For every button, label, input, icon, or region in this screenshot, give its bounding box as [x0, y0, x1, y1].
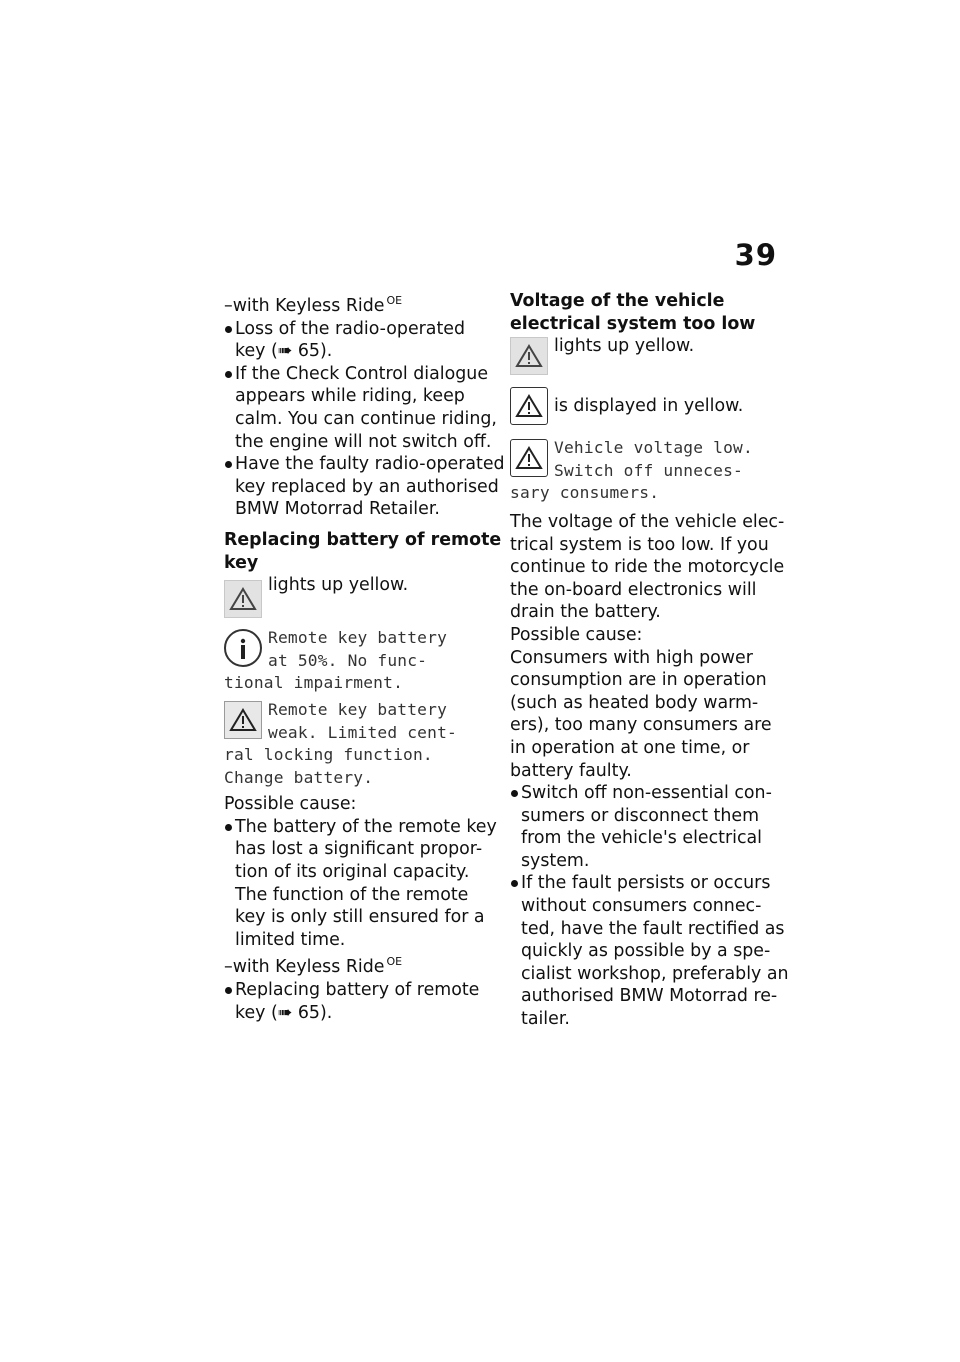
keyless-ride-label: –with Keyless Ride $^{OE}$: [224, 294, 403, 316]
section-heading-voltage-low: Voltage of the vehicle electrical system too low: [510, 291, 756, 334]
indicator-row-warning: lights up yellow.: [224, 574, 496, 621]
right-column: [510, 290, 789, 1031]
bullet-loss-of-key: Loss of the radio-operated key (➠ 65).: [224, 318, 496, 363]
keyless-ride-label: –with Keyless Ride $^{OE}$: [224, 955, 403, 978]
indicator-row-warning: lights up yellow.: [510, 335, 784, 385]
warning-triangle-icon: [510, 439, 548, 477]
possible-cause-label: Possible cause:: [510, 624, 643, 645]
info-message-battery-50: Remote key battery at 50%. No func- tional impairment.: [224, 628, 448, 693]
bullet-replacing-battery: Replacing battery of remote key (➠ 65).: [224, 979, 496, 1024]
bullet-switch-off-consumers: Switch off non-essential con- sumers or disconnect them from the vehicle's electrical system.: [510, 782, 784, 872]
voltage-description: The voltage of the vehicle elec- trical system is too low. If you continue to ride the motorcycle the on-board electronics will drain the battery.: [510, 511, 785, 623]
indicator-row-displayed: is displayed in yellow.: [510, 385, 784, 433]
warning-triangle-icon: [224, 701, 262, 739]
bullet-replace-key: Have the faulty radio-operated key replaced by an authorised BMW Motorrad Retailer.: [224, 453, 496, 521]
page-number: 39: [734, 238, 777, 272]
bullet-battery-capacity: The battery of the remote key has lost a significant propor- tion of its original capacity. The function of the remote key is only still ensured for a limited time.: [224, 816, 496, 952]
bullet-fault-persists: If the fault persists or occurs without consumers connec- ted, have the fault rectified as quickly as possible by a spe- cialist workshop, preferably an authorised BMW Motorrad re- tailer.: [510, 872, 784, 1030]
left-column: [224, 290, 505, 1024]
warning-triangle-icon: [224, 580, 262, 618]
info-icon: [224, 629, 262, 667]
possible-cause-label: Possible cause:: [224, 794, 357, 815]
bullet-check-control: If the Check Control dialogue appears while riding, keep calm. You can continue riding, the engine will not switch off.: [224, 363, 496, 453]
warning-triangle-icon: [510, 387, 548, 425]
warning-message-voltage-low: Vehicle voltage low. Switch off unneces- sary consumers.: [510, 438, 753, 503]
cause-description: Consumers with high power consumption are in operation (such as heated body warm- ers), too many consumers are in operation at one time, or battery faulty.: [510, 647, 772, 781]
warning-triangle-icon: [510, 337, 548, 375]
section-heading-replacing-battery: Replacing battery of remote key: [224, 529, 502, 573]
warning-message-battery-weak: Remote key battery weak. Limited cent- ral locking function. Change battery.: [224, 699, 457, 787]
